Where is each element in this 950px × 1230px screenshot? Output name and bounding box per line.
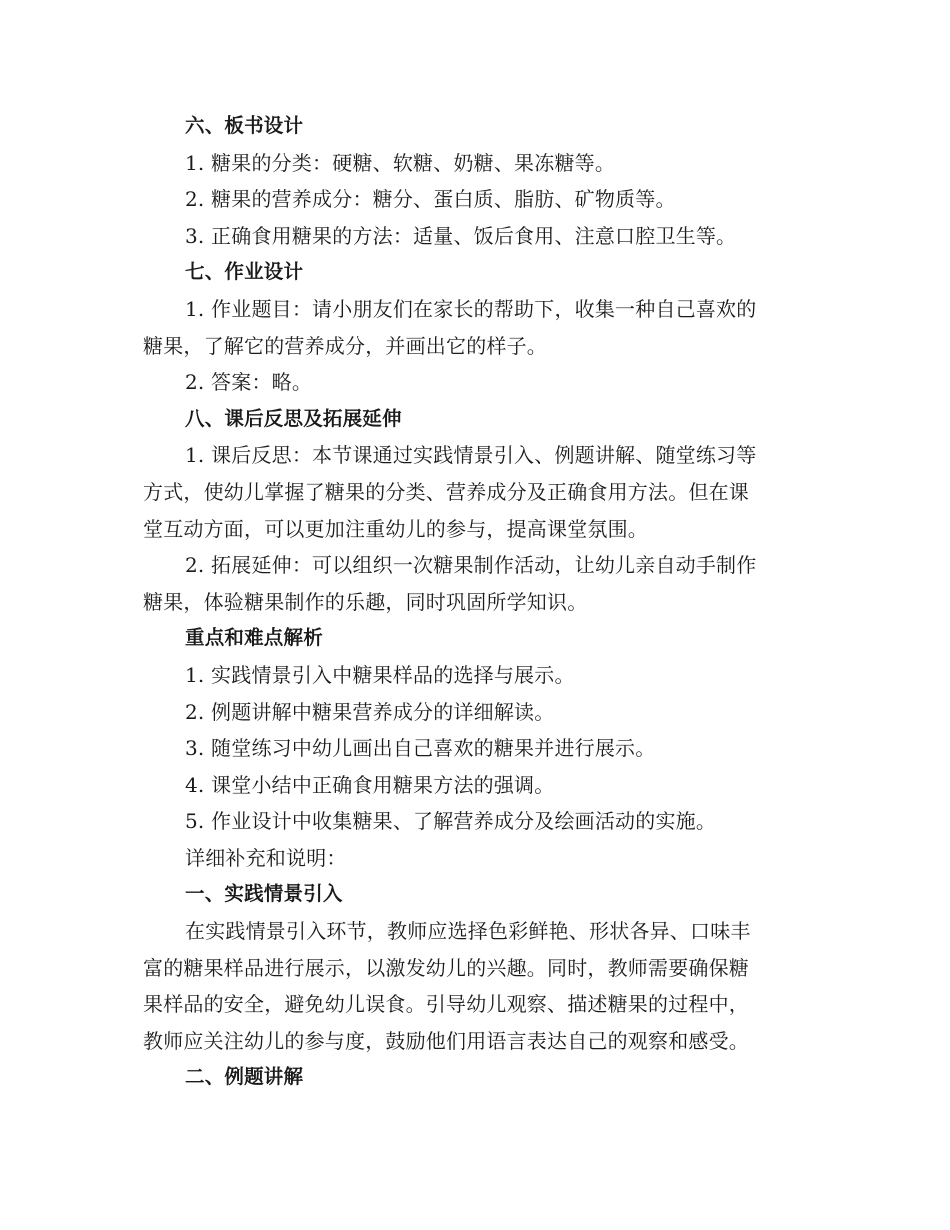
paragraph-line: 1. 课后反思：本节课通过实践情景引入、例题讲解、随堂练习等 <box>185 443 757 468</box>
paragraph-line: 2. 答案：略。 <box>185 370 313 395</box>
paragraph <box>143 364 807 401</box>
paragraph-line: 教师应关注幼儿的参与度，鼓励他们用语言表达自己的观察和感受。 <box>143 1028 749 1053</box>
list-item: 3. 随堂练习中幼儿画出自己喜欢的糖果并进行展示。 <box>185 736 656 761</box>
paragraph-line: 1. 作业题目：请小朋友们在家长的帮助下，收集一种自己喜欢的 <box>185 296 757 321</box>
paragraph <box>143 291 807 364</box>
list-item: 5. 作业设计中收集糖果、了解营养成分及绘画活动的实施。 <box>185 809 717 834</box>
list-item: 2. 糖果的营养成分：糖分、蛋白质、脂肪、矿物质等。 <box>185 187 676 212</box>
list-item: 4. 课堂小结中正确食用糖果方法的强调。 <box>185 772 555 797</box>
paragraph <box>143 437 807 547</box>
section-heading-key-points: 重点和难点解析 <box>185 626 323 650</box>
list-item: 2. 例题讲解中糖果营养成分的详细解读。 <box>185 699 555 724</box>
list-item: 3. 正确食用糖果的方法：适量、饭后食用、注意口腔卫生等。 <box>185 223 737 248</box>
paragraph-line: 果样品的安全，避免幼儿误食。引导幼儿观察、描述糖果的过程中， <box>143 992 749 1017</box>
section-heading-board-design: 六、板书设计 <box>185 114 304 137</box>
section-heading-practice-intro: 一、实践情景引入 <box>185 882 343 906</box>
paragraph-line: 堂互动方面，可以更加注重幼儿的参与，提高课堂氛围。 <box>143 516 648 541</box>
paragraph <box>143 547 807 620</box>
paragraph-line: 糖果，体验糖果制作的乐趣，同时巩固所学知识。 <box>143 589 588 614</box>
section-heading-reflection: 八、课后反思及拓展延伸 <box>185 406 402 430</box>
list-item: 1. 糖果的分类：硬糖、软糖、奶糖、果冻糖等。 <box>185 150 616 175</box>
paragraph-line: 2. 拓展延伸：可以组织一次糖果制作活动，让幼儿亲自动手制作 <box>185 553 757 578</box>
paragraph <box>143 913 807 1059</box>
paragraph-line: 在实践情景引入环节，教师应选择色彩鲜艳、形状各异、口味丰 <box>185 919 751 944</box>
paragraph-line: 方式，使幼儿掌握了糖果的分类、营养成分及正确食用方法。但在课 <box>143 479 749 504</box>
paragraph-line: 富的糖果样品进行展示，以激发幼儿的兴趣。同时，教师需要确保糖 <box>143 955 749 980</box>
document-page <box>143 108 807 1096</box>
list-item: 1. 实践情景引入中糖果样品的选择与展示。 <box>185 662 575 687</box>
section-heading-example-explanation: 二、例题讲解 <box>185 1065 304 1089</box>
section-heading-homework: 七、作业设计 <box>185 260 304 284</box>
supplement-label: 详细补充和说明： <box>185 845 347 870</box>
paragraph-line: 糖果，了解它的营养成分，并画出它的样子。 <box>143 333 547 358</box>
